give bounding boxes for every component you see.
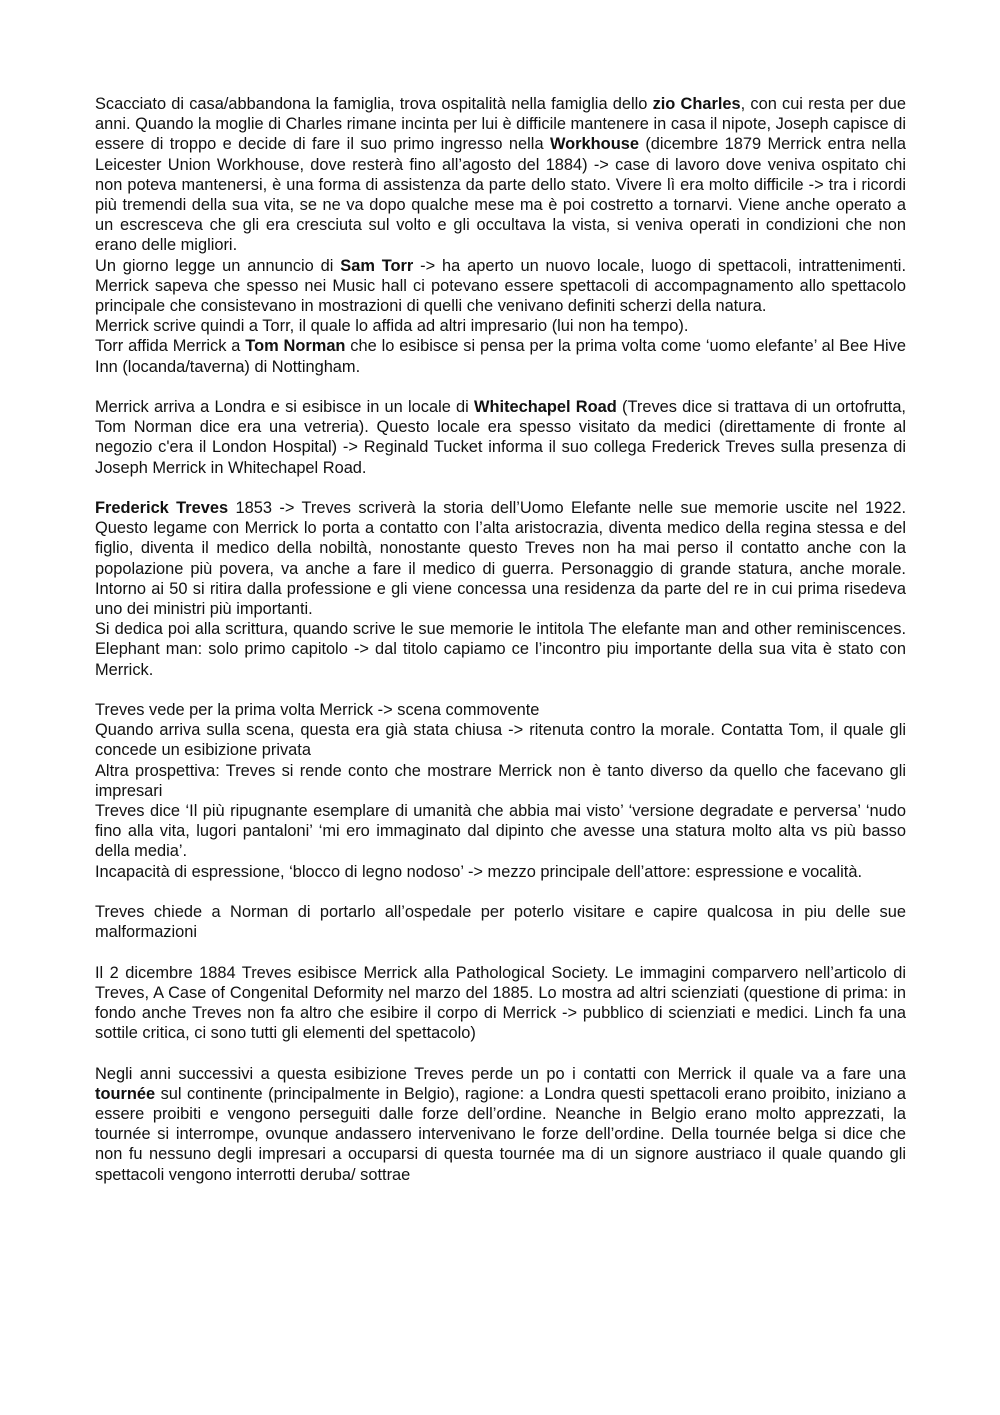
paragraph-p15: [95, 1064, 906, 1185]
text-run: Treves chiede a Norman di portarlo all’ospedale per poterlo visitare e capire qualcosa in piu delle sue malformazioni: [95, 903, 906, 942]
paragraph-p10: [95, 761, 906, 801]
text-run: 1853 -> Treves scriverà la storia dell’Uomo Elefante nelle sue memorie uscite nel 1922. Questo legame con Merrick lo porta a contatto con l’alta aristocrazia, diventa medico della regina stessa e del figlio, diventa il medico della nobiltà, nonostante questo Treves non ha mai perso il contatto anche con la popolazione più povera, va anche a fare il medico di guerra. Personaggio di grande statura, anche morale. Intorno ai 50 si ritira dalla professione e gli viene concessa una residenza da parte del re in cui prima risedeva uno dei ministri più importanti.: [95, 499, 906, 619]
paragraph-p8: [95, 700, 906, 720]
text-run: (dicembre 1879 Merrick entra nella Leicester Union Workhouse, dove resterà fino all’agosto del 1884) -> case di lavoro dove veniva ospitato chi non poteva mantenersi, è una forma di assistenza da parte dello stato. Vivere lì era molto difficile -> tra i ricordi più tremendi della sua vita, se ne va dopo qualche mese ma è poi costretto a tornarvi. Viene anche operato a un escresceva che gli era cresciuta sul volto e gli occultava la vista, si veniva operati in condizioni che non erano delle migliori.: [95, 135, 906, 255]
text-run: Treves vede per la prima volta Merrick -> scena commovente: [95, 701, 540, 720]
paragraph-p1: [95, 94, 906, 256]
bold-term: Tom Norman: [245, 337, 346, 356]
paragraph-p12: [95, 862, 906, 882]
text-run: Si dedica poi alla scrittura, quando scrive le sue memorie le intitola The elefante man and other reminiscences. Elephant man: solo primo capitolo -> dal titolo capiamo ce l’incontro piu importante della sua vita è stato con Merrick.: [95, 620, 906, 679]
paragraph-p13: [95, 902, 906, 942]
bold-term: Whitechapel Road: [474, 398, 617, 417]
paragraph-p2: [95, 256, 906, 317]
bold-term: tournée: [95, 1084, 156, 1103]
text-run: Merrick arriva a Londra e si esibisce in un locale di: [95, 398, 475, 417]
paragraph-p9: [95, 720, 906, 760]
text-run: , con cui resta per due anni. Quando la moglie di Charles rimane incinta per lui è difficile mantenere in casa il nipote, Joseph capisce di essere di troppo e decide di fare il suo primo ingresso nella: [95, 95, 906, 154]
document-page: [95, 94, 906, 1185]
text-run: che lo esibisce si pensa per la prima volta come ‘uomo elefante’ al Bee Hive Inn (locanda/taverna) di Nottingham.: [95, 337, 906, 376]
text-run: Il 2 dicembre 1884 Treves esibisce Merrick alla Pathological Society. Le immagini comparvero nell’articolo di Treves, A Case of Congenital Deformity nel marzo del 1885. Lo mostra ad altri scienziati (questione di prima: in fondo anche Treves non fa altro che esibire il corpo di Merrick -> pubblico di scienziati e medici. Linch fa una sottile critica, ci sono tutti gli elementi del spettacolo): [95, 963, 906, 1043]
text-run: Incapacità di espressione, ‘blocco di legno nodoso’ -> mezzo principale dell’attore: espressione e vocalità.: [95, 862, 863, 881]
bold-term: zio Charles: [652, 95, 741, 113]
paragraph-p4: [95, 336, 906, 376]
paragraph-p6: [95, 498, 906, 619]
text-run: sul continente (principalmente in Belgio), ragione: a Londra questi spettacoli erano proibito, iniziano a essere proibiti e vengono perseguiti dalle forze dell’ordine. Neanche in Belgio erano molto apprezzati, la tournée si interrompe, ovunque andassero intervenivano le forze dell’ordine. Della tournée belga si dice che non fu nessuno degli impresari a occuparsi di questa tournée ma di un signore austriaco il quale quando gli spettacoli vengono interrotti deruba/ sottrae: [95, 1084, 906, 1184]
paragraph-p14: [95, 963, 906, 1044]
text-run: Scacciato di casa/abbandona la famiglia, trova ospitalità nella famiglia dello: [95, 95, 653, 113]
text-run: -> ha aperto un nuovo locale, luogo di spettacoli, intrattenimenti. Merrick sapeva che spesso nei Music hall ci potevano essere spettacoli di accompagnamento allo spettacolo principale che consistevano in mostrazioni di quelli che venivano definiti scherzi della natura.: [95, 256, 907, 316]
text-run: Treves dice ‘Il più ripugnante esemplare di umanità che abbia mai visto’ ‘versione degradate e perversa’ ‘nudo fino alla vita, lugori pantaloni’ ‘mi ero immaginato dal dipinto che avesse una statura molto alta vs più basso della media’.: [95, 802, 906, 861]
text-run: (Treves dice si trattava di un ortofrutta, Tom Norman dice era una vetreria). Questo locale era spesso visitato da medici (direttamente di fronte al negozio c'era il London Hospital) -> Reginald Tucket informa il suo collega Frederick Treves sulla presenza di Joseph Merrick in Whitechapel Road.: [95, 398, 906, 477]
bold-term: Frederick Treves: [95, 499, 229, 518]
paragraph-p3: [95, 316, 906, 336]
text-run: Un giorno legge un annuncio di: [95, 256, 341, 275]
paragraph-p11: [95, 801, 906, 862]
document-body: [95, 94, 906, 1185]
paragraph-p5: [95, 397, 906, 478]
text-run: Quando arriva sulla scena, questa era già stata chiusa -> ritenuta contro la morale. Contatta Tom, il quale gli concede un esibizione privata: [95, 721, 906, 760]
paragraph-p7: [95, 619, 906, 680]
text-run: Altra prospettiva: Treves si rende conto che mostrare Merrick non è tanto diverso da quello che facevano gli impresari: [95, 761, 906, 800]
text-run: Torr affida Merrick a: [95, 337, 246, 356]
bold-term: Sam Torr: [340, 256, 414, 275]
bold-term: Workhouse: [549, 135, 639, 154]
text-run: Negli anni successivi a questa esibizione Treves perde un po i contatti con Merrick il quale va a fare una: [95, 1064, 906, 1083]
text-run: Merrick scrive quindi a Torr, il quale lo affida ad altri impresario (lui non ha tempo).: [95, 317, 689, 336]
